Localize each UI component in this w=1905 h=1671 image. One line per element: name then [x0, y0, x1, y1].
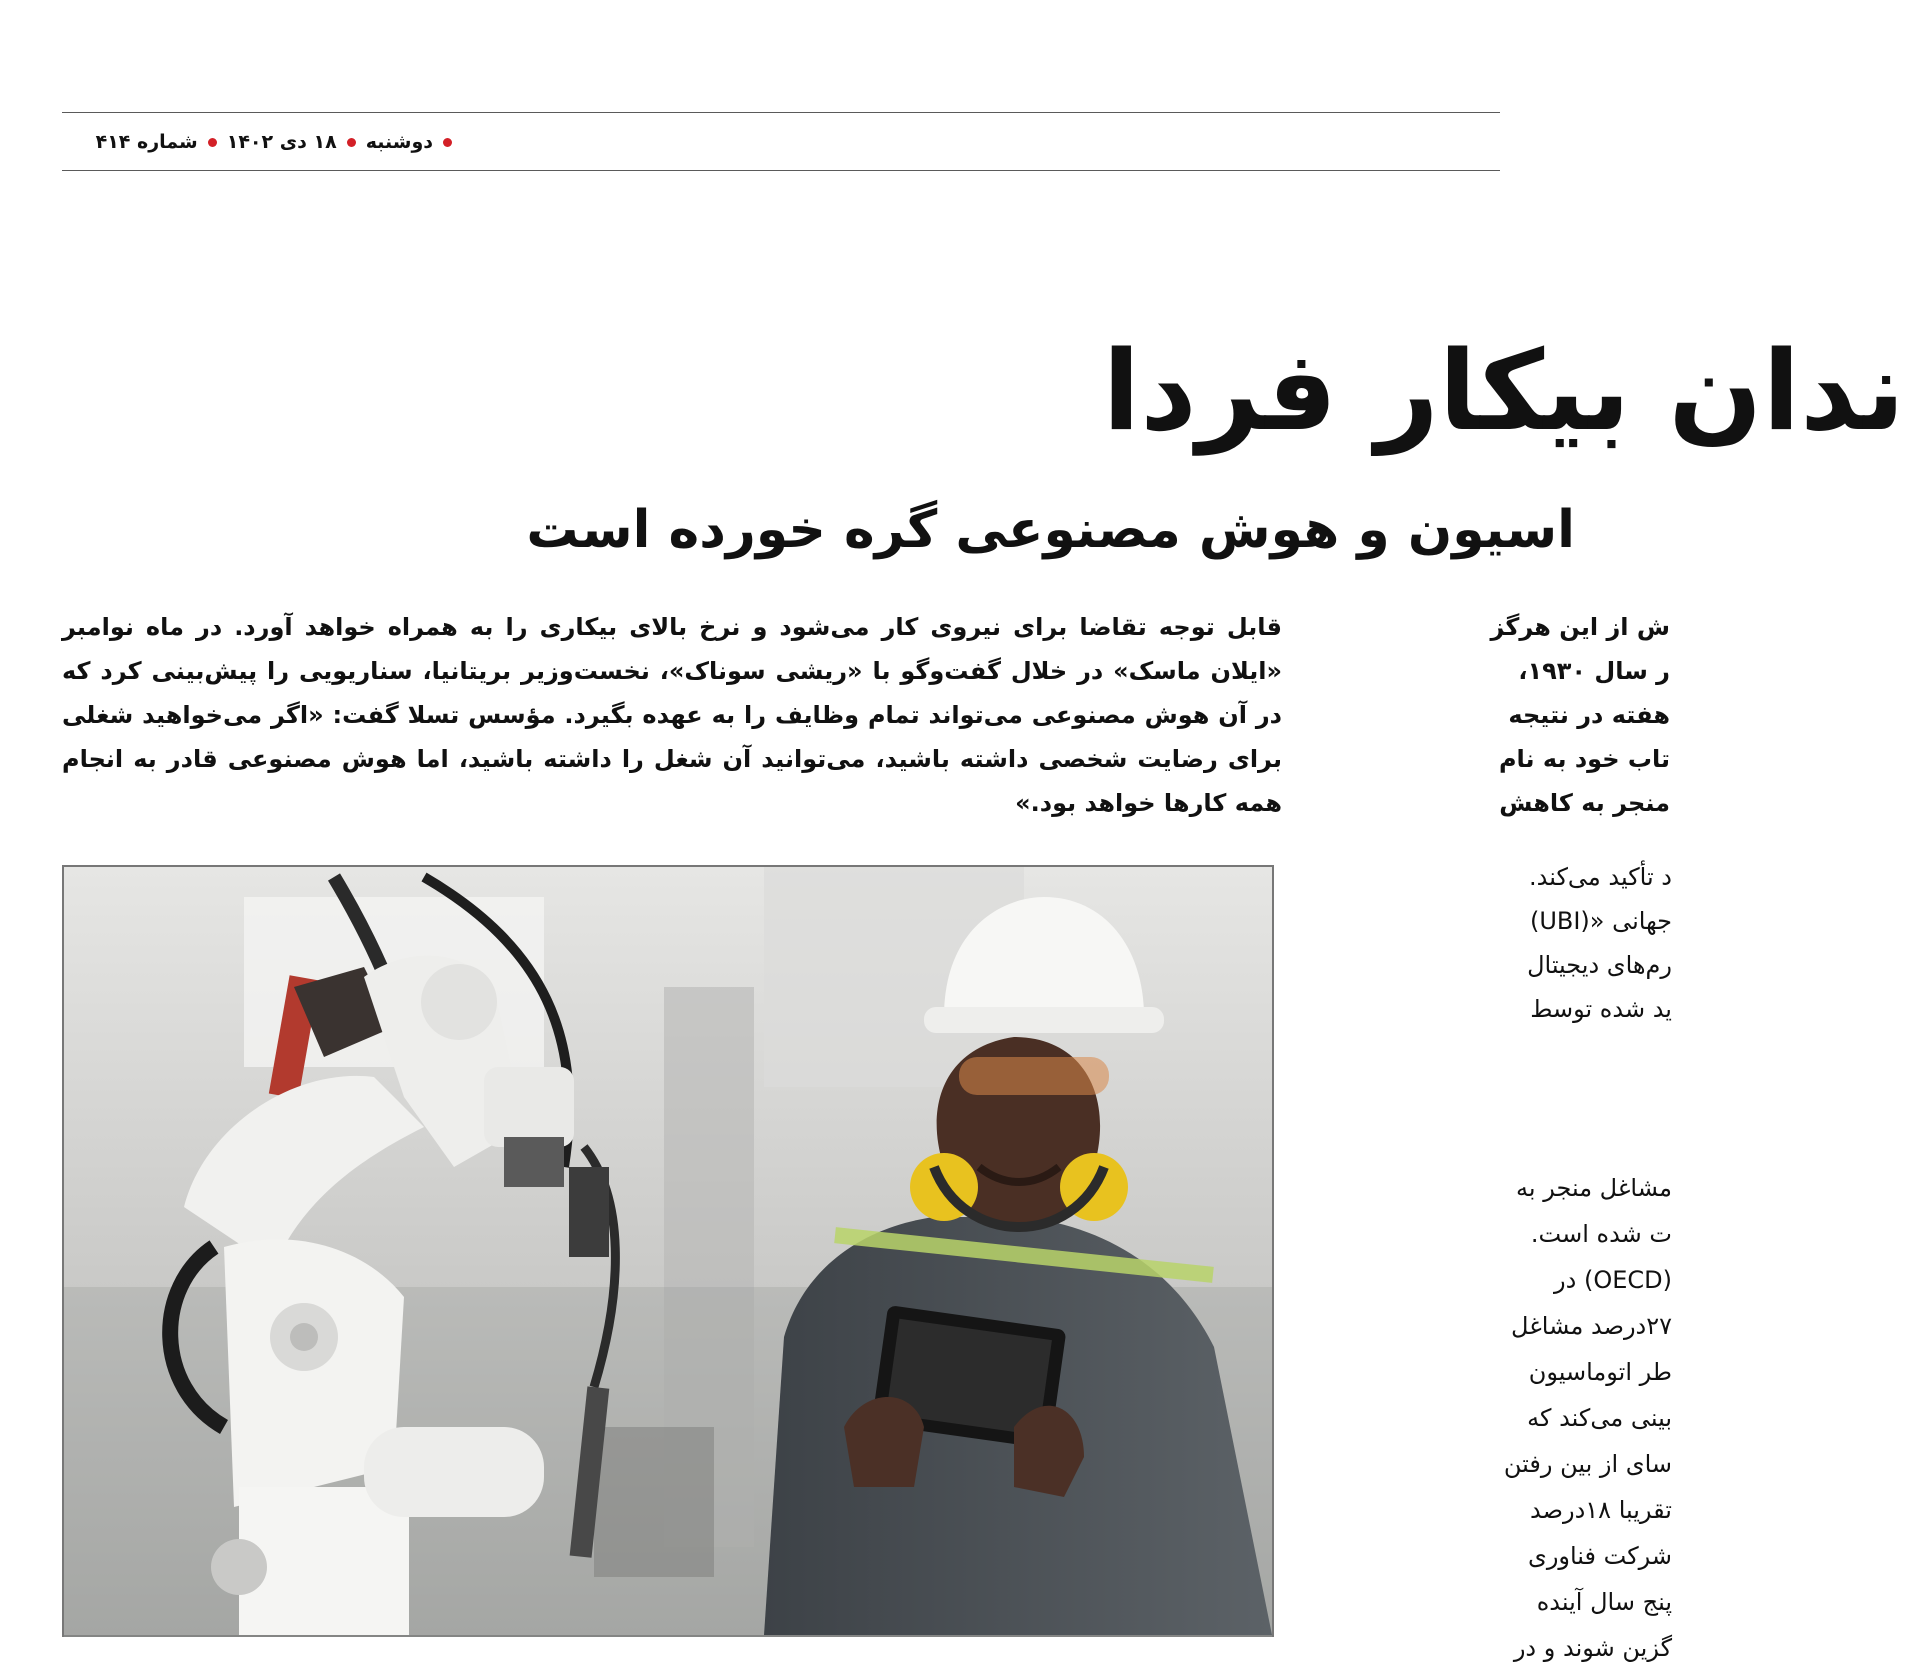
issue-date: ۱۸ دی ۱۴۰۲ — [226, 131, 337, 153]
text-line: ۲۷درصد مشاغل — [1511, 1312, 1672, 1340]
right-column-top-text — [1330, 605, 1670, 825]
text-line: ت شده است. — [1530, 1220, 1672, 1248]
article-main-paragraph: قابل توجه تقاضا برای نیروی کار می‌شود و نرخ بالای بیکاری را به همراه خواهد آورد. در ماه نوامبر «ایلان ماسک» در خلال گفت‌وگو با «ریشی سوناک»، نخست‌وزیر بریتانیا، سناریویی را پیش‌بینی کرد که در آن هوش مصنوعی می‌تواند تمام وظایف را به عهده بگیرد. مؤسس تسلا گفت: «اگر می‌خواهید شغلی برای رضایت شخصی داشته باشید، می‌توانید آن شغل را داشته باشید، اما هوش مصنوعی قادر به انجام همه کارها خواهد بود.» — [62, 613, 1282, 817]
article-headline: ندان بیکار فردا — [1102, 327, 1905, 455]
right-column-bottom-text — [1332, 1165, 1672, 1663]
photo-illustration-worker-robot-arm — [64, 867, 1272, 1635]
text-line: پنج سال آینده — [1536, 1588, 1672, 1616]
text-line: رم‌های دیجیتال — [1527, 951, 1672, 979]
text-line: شرکت فناوری — [1528, 1542, 1672, 1570]
text-line: د تأکید می‌کند. — [1529, 863, 1672, 891]
text-line: هفته در نتیجه — [1508, 701, 1670, 729]
right-column-mid-text — [1332, 855, 1672, 1045]
header-top-rule — [62, 112, 1500, 113]
text-line: جهانی «(UBI) — [1529, 907, 1672, 935]
red-bullet-icon — [208, 138, 217, 147]
text-line: ید شده توسط — [1530, 995, 1672, 1023]
text-line: تقریبا ۱۸درصد — [1530, 1496, 1672, 1524]
header-bottom-rule — [62, 170, 1500, 171]
article-subheadline: اسیون و هوش مصنوعی گره خورده است — [526, 500, 1575, 560]
text-line: طر اتوماسیون — [1528, 1358, 1672, 1386]
text-line: تاب خود به نام — [1498, 745, 1670, 773]
text-line: ش از این هرگز — [1490, 613, 1670, 641]
issue-number: شماره ۴۱۴ — [95, 131, 198, 153]
red-bullet-icon — [347, 138, 356, 147]
text-line: سای از بین رفتن — [1503, 1450, 1672, 1478]
issue-day: دوشنبه — [365, 131, 433, 153]
text-line: گزین شوند و در — [1513, 1634, 1672, 1662]
text-line: مشاغل منجر به — [1516, 1174, 1672, 1202]
text-line: منجر به کاهش — [1499, 789, 1670, 817]
text-line: ر سال ۱۹۳۰، — [1518, 657, 1670, 685]
issue-info-bar — [62, 114, 452, 170]
text-line: (OECD) در — [1554, 1266, 1672, 1294]
text-line: بینی می‌کند که — [1527, 1404, 1672, 1432]
article-photo — [62, 865, 1274, 1637]
red-bullet-icon — [443, 138, 452, 147]
